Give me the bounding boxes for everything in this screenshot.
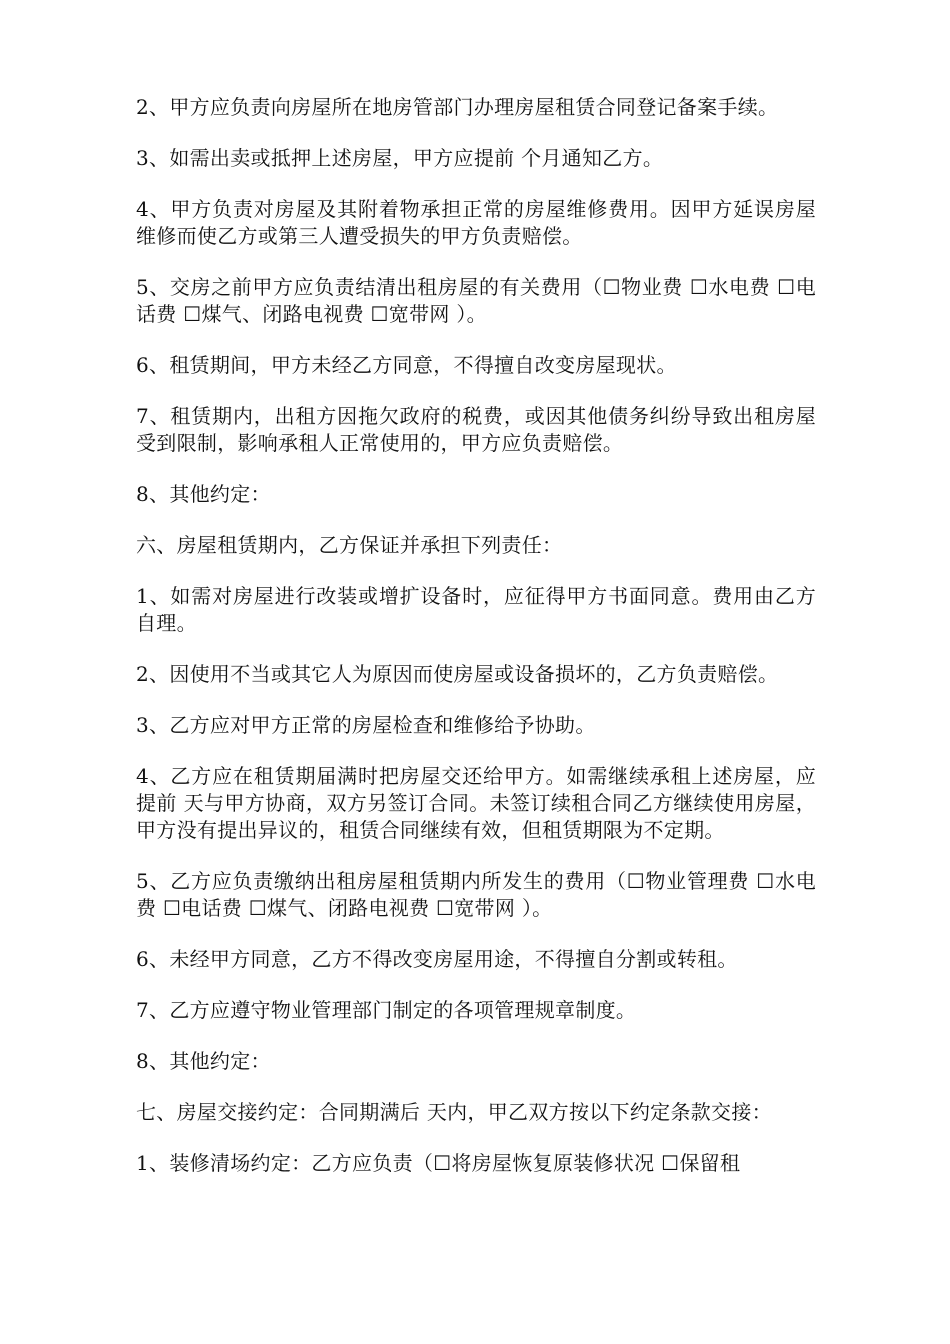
clause-c1: 1、装修清场约定：乙方应负责（☐将房屋恢复原装修状况 ☐保留租 — [136, 1151, 741, 1175]
clause-b2: 2、因使用不当或其它人为原因而使房屋或设备损坏的，乙方负责赔偿。 — [136, 662, 779, 686]
clause-b6: 6、未经甲方同意，乙方不得改变房屋用途，不得擅自分割或转租。 — [136, 947, 738, 971]
clause-a6: 6、租赁期间，甲方未经乙方同意，不得擅自改变房屋现状。 — [136, 353, 677, 377]
clause-b5: 5、乙方应负责缴纳出租房屋租赁期内所发生的费用（☐物业管理费 ☐水电费 ☐电话费 ☐煤气、闭路电视费 ☐宽带网 ）。 — [136, 869, 816, 920]
section-six-heading: 六、房屋租赁期内，乙方保证并承担下列责任： — [136, 533, 563, 557]
clause-a7: 7、租赁期内，出租方因拖欠政府的税费，或因其他债务纠纷导致出租房屋受到限制，影响承租人正常使用的，甲方应负责赔偿。 — [136, 404, 816, 455]
clause-a8: 8、其他约定： — [136, 482, 271, 506]
clause-b3: 3、乙方应对甲方正常的房屋检查和维修给予协助。 — [136, 713, 596, 737]
section-seven-heading: 七、房屋交接约定：合同期满后 天内，甲乙双方按以下约定条款交接： — [136, 1100, 772, 1124]
clause-a5: 5、交房之前甲方应负责结清出租房屋的有关费用（☐物业费 ☐水电费 ☐电话费 ☐煤气、闭路电视费 ☐宽带网 ）。 — [136, 275, 816, 326]
document-page — [136, 94, 816, 1201]
clause-a2: 2、甲方应负责向房屋所在地房管部门办理房屋租赁合同登记备案手续。 — [136, 95, 779, 119]
clause-b7: 7、乙方应遵守物业管理部门制定的各项管理规章制度。 — [136, 998, 637, 1022]
clause-a4: 4、甲方负责对房屋及其附着物承担正常的房屋维修费用。因甲方延误房屋维修而使乙方或第三人遭受损失的甲方负责赔偿。 — [136, 197, 816, 248]
clause-b4: 4、乙方应在租赁期届满时把房屋交还给甲方。如需继续承租上述房屋，应提前 天与甲方协商，双方另签订合同。未签订续租合同乙方继续使用房屋，甲方没有提出异议的，租赁合同继续有效，但租赁期限为不定期。 — [136, 764, 816, 842]
clause-a3: 3、如需出卖或抵押上述房屋，甲方应提前 个月通知乙方。 — [136, 146, 664, 170]
clause-b1: 1、如需对房屋进行改装或增扩设备时，应征得甲方书面同意。费用由乙方自理。 — [136, 584, 816, 635]
clause-b8: 8、其他约定： — [136, 1049, 271, 1073]
